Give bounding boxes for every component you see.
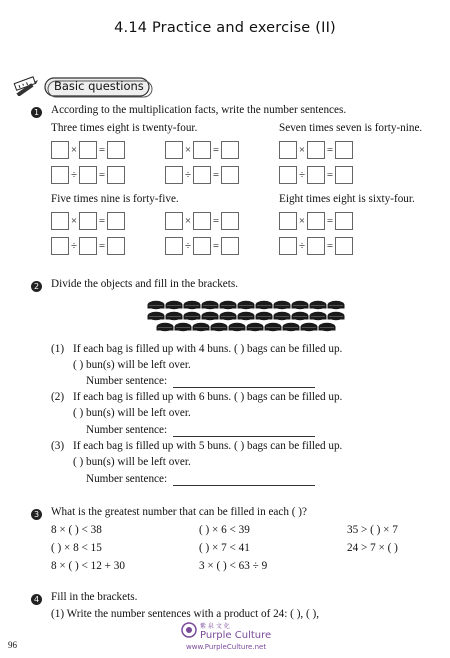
bun-icon (328, 312, 345, 320)
answer-box[interactable] (193, 141, 211, 159)
bun-icon (229, 323, 246, 331)
section-heading (44, 76, 156, 98)
answer-box[interactable] (79, 212, 97, 230)
bun-icon (202, 312, 219, 320)
operator-sign: × (298, 215, 306, 227)
bun-icon (202, 301, 219, 309)
inequality: 3 × ( ) < 63 ÷ 9 (199, 560, 268, 572)
multiplication-sentence (279, 140, 353, 160)
question-number: 2 (31, 281, 42, 292)
answer-box[interactable] (279, 141, 297, 159)
answer-box[interactable] (165, 166, 183, 184)
bun-icon (301, 323, 318, 331)
bun-icon (175, 323, 192, 331)
q1-instruction: According to the multiplication facts, write the number sentences. (51, 104, 347, 116)
equals-sign: = (326, 240, 334, 252)
operator-sign: ÷ (184, 240, 192, 252)
bun-icon (274, 301, 291, 309)
equals-sign: = (98, 240, 106, 252)
bun-icon (328, 301, 345, 309)
bun-icon (319, 323, 336, 331)
answer-box[interactable] (279, 166, 297, 184)
answer-box[interactable] (107, 166, 125, 184)
fact-text: Seven times seven is forty-nine. (279, 122, 423, 134)
equals-sign: = (98, 169, 106, 181)
multiplication-sentence (51, 211, 125, 231)
bun-icon (274, 312, 291, 320)
part-label: (3) (51, 440, 65, 452)
equals-sign: = (326, 215, 334, 227)
answer-box[interactable] (221, 141, 239, 159)
equals-sign: = (326, 144, 334, 156)
bun-icon (256, 301, 273, 309)
question-number: 3 (31, 509, 42, 520)
fact-text: Eight times eight is sixty-four. (279, 193, 415, 205)
operator-sign: × (70, 215, 78, 227)
equals-sign: = (98, 215, 106, 227)
inequality: ( ) × 8 < 15 (51, 542, 102, 554)
bun-icon (220, 301, 237, 309)
answer-box[interactable] (107, 141, 125, 159)
watermark-url: www.PurpleCulture.net (186, 643, 267, 651)
division-sentence (51, 165, 125, 185)
answer-box[interactable] (193, 212, 211, 230)
division-sentence (165, 165, 239, 185)
number-sentence-label: Number sentence: (86, 424, 168, 436)
number-sentence-label: Number sentence: (86, 375, 168, 387)
operator-sign: ÷ (70, 240, 78, 252)
bun-icon (184, 301, 201, 309)
inequality: 35 > ( ) × 7 (347, 524, 398, 536)
inequality: 8 × ( ) < 38 (51, 524, 102, 536)
watermark-brand: Purple Culture (200, 630, 272, 641)
part-line: If each bag is filled up with 4 buns. ( ) bags can be filled up. (73, 343, 343, 355)
answer-box[interactable] (51, 141, 69, 159)
svg-text:紫 泉 文 化: 紫 泉 文 化 (200, 623, 230, 630)
question-number: 1 (31, 107, 42, 118)
bun-icon (310, 301, 327, 309)
answer-box[interactable] (221, 212, 239, 230)
answer-box[interactable] (107, 212, 125, 230)
bun-icon (292, 301, 309, 309)
part-label: (2) (51, 391, 65, 403)
answer-box[interactable] (165, 237, 183, 255)
bun-icon (310, 312, 327, 320)
operator-sign: × (184, 144, 192, 156)
part-line: ( ) bun(s) will be left over. (73, 456, 191, 468)
multiplication-sentence (51, 140, 125, 160)
question-number: 4 (31, 594, 42, 605)
bun-icon (220, 312, 237, 320)
fact-text: Five times nine is forty-five. (51, 193, 179, 205)
part-line: ( ) bun(s) will be left over. (73, 359, 191, 371)
bun-icon (283, 323, 300, 331)
answer-box[interactable] (307, 166, 325, 184)
inequality: 24 > 7 × ( ) (347, 542, 398, 554)
answer-box[interactable] (51, 166, 69, 184)
answer-box[interactable] (79, 237, 97, 255)
answer-line[interactable] (173, 425, 315, 437)
answer-box[interactable] (193, 237, 211, 255)
bun-icon (238, 312, 255, 320)
bun-icon (157, 323, 174, 331)
q2-instruction: Divide the objects and fill in the brackets. (51, 278, 239, 290)
answer-box[interactable] (165, 141, 183, 159)
section-label: Basic questions (54, 79, 144, 93)
bun-icon (256, 312, 273, 320)
inequality: ( ) × 6 < 39 (199, 524, 250, 536)
bun-icon (265, 323, 282, 331)
answer-box[interactable] (51, 237, 69, 255)
answer-box[interactable] (193, 166, 211, 184)
answer-box[interactable] (307, 212, 325, 230)
multiplication-sentence (165, 211, 239, 231)
equals-sign: = (326, 169, 334, 181)
part-label: (1) (51, 343, 65, 355)
answer-box[interactable] (279, 237, 297, 255)
answer-box[interactable] (335, 166, 353, 184)
answer-box[interactable] (335, 141, 353, 159)
operator-sign: × (70, 144, 78, 156)
answer-line[interactable] (173, 376, 315, 388)
equals-sign: = (98, 144, 106, 156)
answer-box[interactable] (279, 212, 297, 230)
buns-illustration (146, 299, 348, 335)
bun-icon (184, 312, 201, 320)
answer-box[interactable] (335, 237, 353, 255)
q4-instruction: Fill in the brackets. (51, 591, 138, 603)
multiplication-sentence (165, 140, 239, 160)
division-sentence (279, 165, 353, 185)
answer-box[interactable] (107, 237, 125, 255)
equals-sign: = (212, 169, 220, 181)
part-line: If each bag is filled up with 6 buns. ( ) bags can be filled up. (73, 391, 343, 403)
bun-icon (247, 323, 264, 331)
bun-icon (211, 323, 228, 331)
ruler-pencil-icon (12, 74, 40, 96)
part-line: If each bag is filled up with 5 buns. ( ) bags can be filled up. (73, 440, 343, 452)
operator-sign: × (298, 144, 306, 156)
division-sentence (51, 236, 125, 256)
division-sentence (165, 236, 239, 256)
bun-icon (166, 301, 183, 309)
multiplication-sentence (279, 211, 353, 231)
number-sentence-label: Number sentence: (86, 473, 168, 485)
page-number: 96 (8, 640, 17, 650)
answer-box[interactable] (307, 237, 325, 255)
division-sentence (279, 236, 353, 256)
q3-instruction: What is the greatest number that can be filled in each ( )? (51, 506, 307, 518)
q4-part1: (1) Write the number sentences with a product of 24: ( ), ( ), (51, 608, 320, 620)
answer-box[interactable] (51, 212, 69, 230)
answer-box[interactable] (79, 166, 97, 184)
operator-sign: ÷ (184, 169, 192, 181)
equals-sign: = (212, 240, 220, 252)
fact-text: Three times eight is twenty-four. (51, 122, 198, 134)
page-title: 4.14 Practice and exercise (II) (114, 20, 336, 36)
equals-sign: = (212, 215, 220, 227)
inequality: 8 × ( ) < 12 + 30 (51, 560, 125, 572)
operator-sign: × (184, 215, 192, 227)
part-line: ( ) bun(s) will be left over. (73, 407, 191, 419)
equals-sign: = (212, 144, 220, 156)
answer-line[interactable] (173, 474, 315, 486)
inequality: ( ) × 7 < 41 (199, 542, 250, 554)
bun-icon (148, 312, 165, 320)
operator-sign: ÷ (70, 169, 78, 181)
answer-box[interactable] (221, 237, 239, 255)
answer-box[interactable] (307, 141, 325, 159)
bun-icon (193, 323, 210, 331)
bun-icon (148, 301, 165, 309)
answer-box[interactable] (79, 141, 97, 159)
operator-sign: ÷ (298, 240, 306, 252)
answer-box[interactable] (335, 212, 353, 230)
bun-icon (238, 301, 255, 309)
bun-icon (292, 312, 309, 320)
operator-sign: ÷ (298, 169, 306, 181)
answer-box[interactable] (221, 166, 239, 184)
purple-culture-logo (180, 618, 285, 652)
answer-box[interactable] (165, 212, 183, 230)
bun-icon (166, 312, 183, 320)
